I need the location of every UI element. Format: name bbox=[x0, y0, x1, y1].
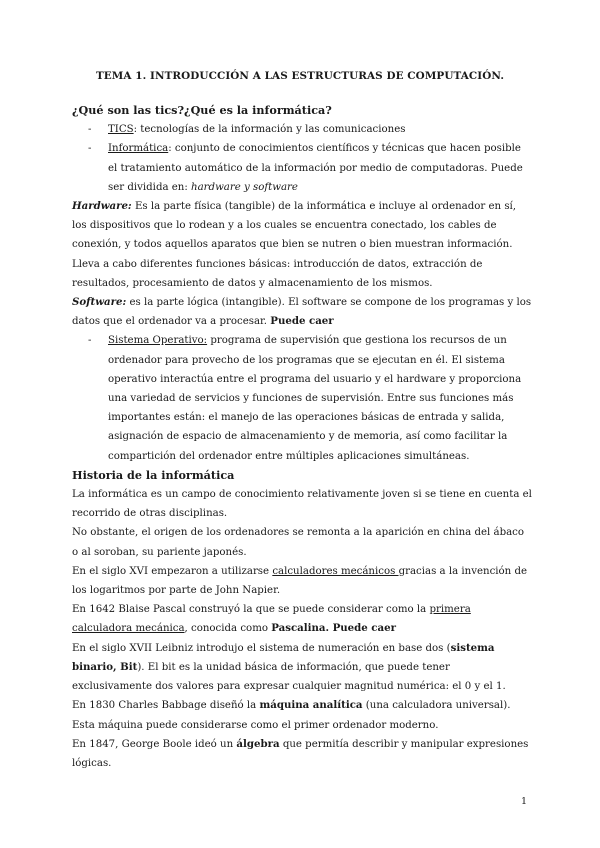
history-p5-text-b: ). El bit es la unidad básica de información, que puede tener exclusivamente dos valores para expresar cualquier magnitud numérica: el 0 y el 1. bbox=[72, 661, 506, 693]
history-paragraph-2: No obstante, el origen de los ordenadores se remonta a la aparición en china del ábaco o al soroban, su pariente japonés. bbox=[72, 527, 525, 558]
history-p7-text-a: En 1847, George Boole ideó un bbox=[72, 738, 237, 750]
document-body bbox=[72, 101, 532, 773]
history-p3-text-b: gracias a la invención de los logaritmos por parte de John Napier. bbox=[72, 565, 528, 597]
term-sistema-binario: sistema binario, Bit bbox=[72, 641, 495, 673]
history-paragraph-5 bbox=[72, 639, 532, 697]
term-tics: TICS bbox=[108, 124, 134, 136]
bullet-dash: - bbox=[88, 335, 92, 347]
bullet-sistema-operativo bbox=[72, 331, 532, 465]
bullet-tics bbox=[72, 120, 532, 139]
term-informatica: Informática bbox=[108, 143, 169, 155]
definition-tics: : tecnologías de la información y las comunicaciones bbox=[133, 124, 406, 136]
paragraph-hardware bbox=[72, 197, 532, 293]
history-p5-text-a: En el siglo XVII Leibniz introdujo el sistema de numeración en base dos ( bbox=[72, 642, 451, 654]
history-paragraph-4 bbox=[72, 600, 532, 638]
history-paragraph-6 bbox=[72, 696, 532, 734]
term-sistema-operativo: Sistema Operativo: bbox=[108, 335, 208, 347]
history-paragraph-3 bbox=[72, 562, 532, 600]
history-paragraph-7 bbox=[72, 735, 532, 773]
history-paragraph-1: La informática es un campo de conocimiento relativamente joven si se tiene en cuenta el recorrido de otras disciplinas. bbox=[72, 489, 532, 520]
section-heading-tics: ¿Qué son las tics?¿Qué es la informática? bbox=[72, 103, 332, 117]
history-p6-text-b: (una calculadora universal). Esta máquina puede considerarse como el primer ordenador moderno. bbox=[72, 700, 511, 731]
term-algebra: álgebra bbox=[236, 737, 280, 750]
definition-informatica: : conjunto de conocimientos científicos y técnicas que hacen posible el tratamiento automático de la información por medio de computadoras. Puede ser dividida en: bbox=[108, 143, 523, 193]
term-hardware: Hardware: bbox=[72, 200, 132, 213]
note-puede-caer: Puede caer bbox=[270, 315, 334, 328]
bullet-dash: - bbox=[88, 143, 92, 155]
informatica-divisions: hardware y software bbox=[191, 181, 298, 193]
section-heading-historia: Historia de la informática bbox=[72, 467, 235, 482]
bullet-dash: - bbox=[88, 124, 92, 136]
bullet-informatica bbox=[72, 139, 532, 197]
page-number: 1 bbox=[521, 796, 528, 807]
term-maquina-analitica: máquina analítica bbox=[259, 699, 363, 712]
term-primera-calculadora: primera calculadora mecánica bbox=[72, 604, 471, 635]
term-pascalina: Pascalina. Puede caer bbox=[271, 622, 396, 635]
page-title: TEMA 1. INTRODUCCIÓN A LAS ESTRUCTURAS DE COMPUTACIÓN. bbox=[95, 70, 505, 82]
term-calculadores-mecanicos: calculadores mecánicos bbox=[272, 565, 399, 577]
definition-sistema-operativo: programa de supervisión que gestiona los recursos de un ordenador para provecho de los programas que se ejecutan en él. El sistema operativo interactúa entre el programa del usuario y el hardware y proporciona una variedad de servicios y funciones de supervisión. Entre sus funciones más importantes están: el manejo de las operaciones básicas de entrada y salida, asignación de espacio de almacenamiento y de memoria, así como facilitar la compartición del ordenador entre múltiples aplicaciones simultáneas. bbox=[108, 335, 522, 462]
history-p4-text-b: , conocida como bbox=[184, 623, 272, 635]
term-software: Software: bbox=[72, 296, 127, 309]
history-p4-text-a: En 1642 Blaise Pascal construyó la que se puede considerar como la bbox=[72, 604, 430, 616]
history-p7-text-b: que permitía describir y manipular expresiones lógicas. bbox=[72, 738, 529, 769]
paragraph-software bbox=[72, 293, 532, 331]
definition-hardware: Es la parte física (tangible) de la informática e incluye al ordenador en sí, los dispositivos que lo rodean y a los cuales se encuentra conectado, los cables de conexión, y todos aquellos aparatos que bien se nutren o bien muestran información. Lleva a cabo diferentes funciones básicas: introducción de datos, extracción de resultados, procesamiento de datos y almacenamiento de los mismos. bbox=[72, 201, 517, 289]
definition-software: es la parte lógica (intangible). El software se compone de los programas y los datos que el ordenador va a procesar. bbox=[72, 297, 532, 328]
history-p3-text-a: En el siglo XVI empezaron a utilizarse bbox=[72, 565, 273, 577]
history-p6-text-a: En 1830 Charles Babbage diseñó la bbox=[72, 700, 260, 712]
